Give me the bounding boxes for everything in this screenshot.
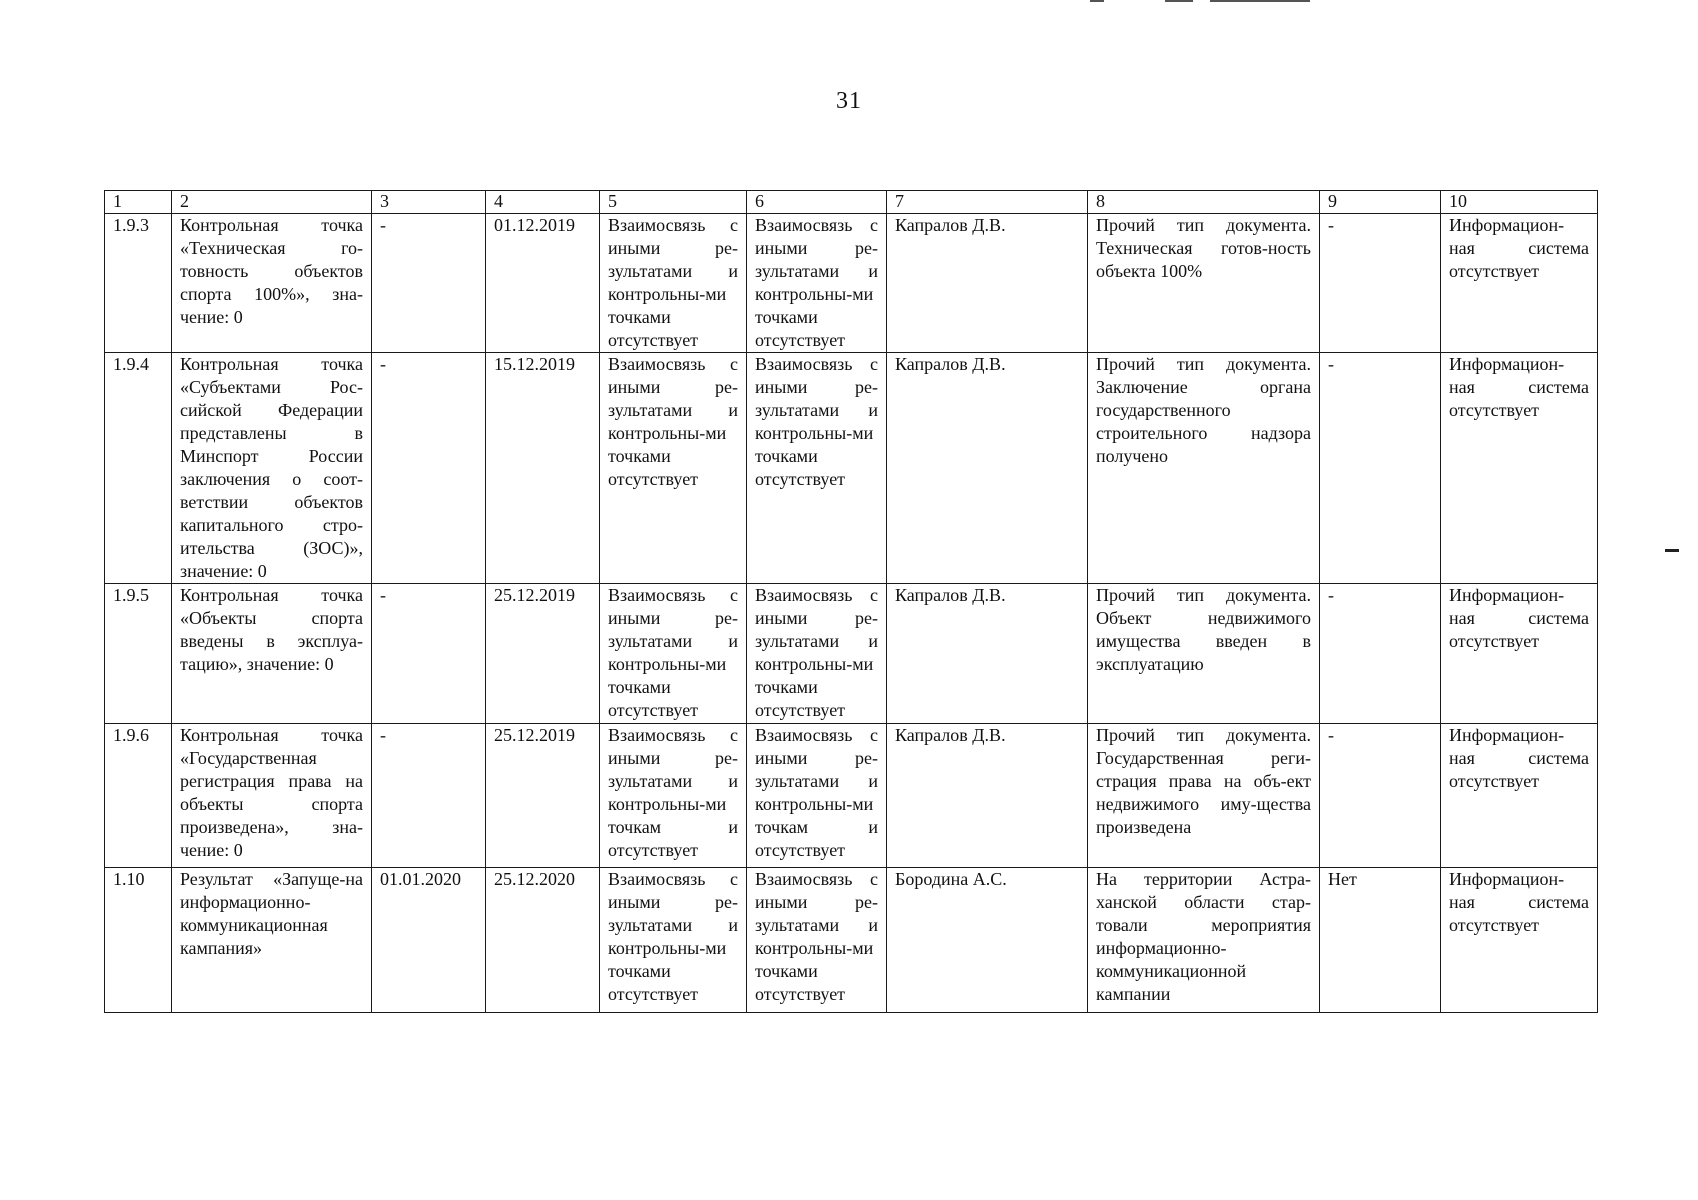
column-number: 8 (1088, 191, 1320, 214)
row-document: Прочий тип документа. Объект недвижимого имущества введен в эксплуатацию (1088, 584, 1320, 724)
row-link-next: Взаимосвязь с иными ре-зультатами и контрольны-ми точками отсутствует (747, 584, 887, 724)
table-body (105, 191, 1598, 1013)
row-info-system: Информацион-ная система отсутствует (1441, 584, 1598, 724)
row-id: 1.9.4 (105, 353, 172, 584)
column-number: 7 (887, 191, 1088, 214)
page-number: 31 (836, 88, 862, 114)
column-number: 3 (372, 191, 486, 214)
row-link-prev: Взаимосвязь с иными ре-зультатами и контрольны-ми точкам и отсутствует (600, 724, 747, 868)
row-level: - (1320, 584, 1441, 724)
row-start-date: - (372, 214, 486, 353)
row-info-system: Информацион-ная система отсутствует (1441, 724, 1598, 868)
row-responsible: Капралов Д.В. (887, 214, 1088, 353)
column-number: 6 (747, 191, 887, 214)
column-number: 10 (1441, 191, 1598, 214)
row-link-prev: Взаимосвязь с иными ре-зультатами и контрольны-ми точками отсутствует (600, 584, 747, 724)
row-link-next: Взаимосвязь с иными ре-зультатами и контрольны-ми точками отсутствует (747, 353, 887, 584)
row-id: 1.9.3 (105, 214, 172, 353)
row-name: Контрольная точка «Субъектами Рос-сийской Федерации представлены в Минспорт России заключения о соот-ветствии объектов капитального стро-ительства (ЗОС)», значение: 0 (172, 353, 372, 584)
plan-table (104, 190, 1598, 1013)
row-responsible: Бородина А.С. (887, 868, 1088, 1013)
row-responsible: Капралов Д.В. (887, 584, 1088, 724)
column-number: 2 (172, 191, 372, 214)
row-name: Контрольная точка «Государственная регистрация права на объекты спорта произведена», зна-чение: 0 (172, 724, 372, 868)
column-number: 5 (600, 191, 747, 214)
row-name: Контрольная точка «Объекты спорта введены в эксплуа-тацию», значение: 0 (172, 584, 372, 724)
row-info-system: Информацион-ная система отсутствует (1441, 214, 1598, 353)
table-row (105, 353, 1598, 584)
row-link-next: Взаимосвязь с иными ре-зультатами и контрольны-ми точками отсутствует (747, 868, 887, 1013)
column-number: 4 (486, 191, 600, 214)
row-responsible: Капралов Д.В. (887, 353, 1088, 584)
row-info-system: Информацион-ная система отсутствует (1441, 353, 1598, 584)
row-document: На территории Астра-ханской области стар-товали мероприятия информационно-коммуникационной кампании (1088, 868, 1320, 1013)
scan-artifact-marks (1090, 0, 1330, 4)
row-level: Нет (1320, 868, 1441, 1013)
row-start-date: - (372, 353, 486, 584)
row-end-date: 25.12.2020 (486, 868, 600, 1013)
row-end-date: 01.12.2019 (486, 214, 600, 353)
table-row (105, 214, 1598, 353)
scan-edge-mark (1665, 549, 1679, 552)
table-row (105, 584, 1598, 724)
row-link-next: Взаимосвязь с иными ре-зультатами и контрольны-ми точкам и отсутствует (747, 724, 887, 868)
row-name: Контрольная точка «Техническая го-товность объектов спорта 100%», зна-чение: 0 (172, 214, 372, 353)
column-number: 1 (105, 191, 172, 214)
row-document: Прочий тип документа. Заключение органа государственного строительного надзора получено (1088, 353, 1320, 584)
row-id: 1.10 (105, 868, 172, 1013)
row-start-date: - (372, 724, 486, 868)
row-id: 1.9.5 (105, 584, 172, 724)
row-document: Прочий тип документа. Государственная реги-страция права на объ-ект недвижимого иму-щества произведена (1088, 724, 1320, 868)
row-end-date: 15.12.2019 (486, 353, 600, 584)
row-info-system: Информацион-ная система отсутствует (1441, 868, 1598, 1013)
column-number: 9 (1320, 191, 1441, 214)
row-id: 1.9.6 (105, 724, 172, 868)
row-start-date: 01.01.2020 (372, 868, 486, 1013)
row-link-prev: Взаимосвязь с иными ре-зультатами и контрольны-ми точками отсутствует (600, 353, 747, 584)
row-end-date: 25.12.2019 (486, 724, 600, 868)
table-row (105, 724, 1598, 868)
row-document: Прочий тип документа. Техническая готов-ность объекта 100% (1088, 214, 1320, 353)
row-level: - (1320, 724, 1441, 868)
row-responsible: Капралов Д.В. (887, 724, 1088, 868)
row-link-prev: Взаимосвязь с иными ре-зультатами и контрольны-ми точками отсутствует (600, 214, 747, 353)
row-level: - (1320, 214, 1441, 353)
row-name: Результат «Запуще-на информационно-коммуникационная кампания» (172, 868, 372, 1013)
row-end-date: 25.12.2019 (486, 584, 600, 724)
row-start-date: - (372, 584, 486, 724)
row-level: - (1320, 353, 1441, 584)
row-link-next: Взаимосвязь с иными ре-зультатами и контрольны-ми точками отсутствует (747, 214, 887, 353)
table-row (105, 868, 1598, 1013)
column-number-row (105, 191, 1598, 214)
row-link-prev: Взаимосвязь с иными ре-зультатами и контрольны-ми точками отсутствует (600, 868, 747, 1013)
